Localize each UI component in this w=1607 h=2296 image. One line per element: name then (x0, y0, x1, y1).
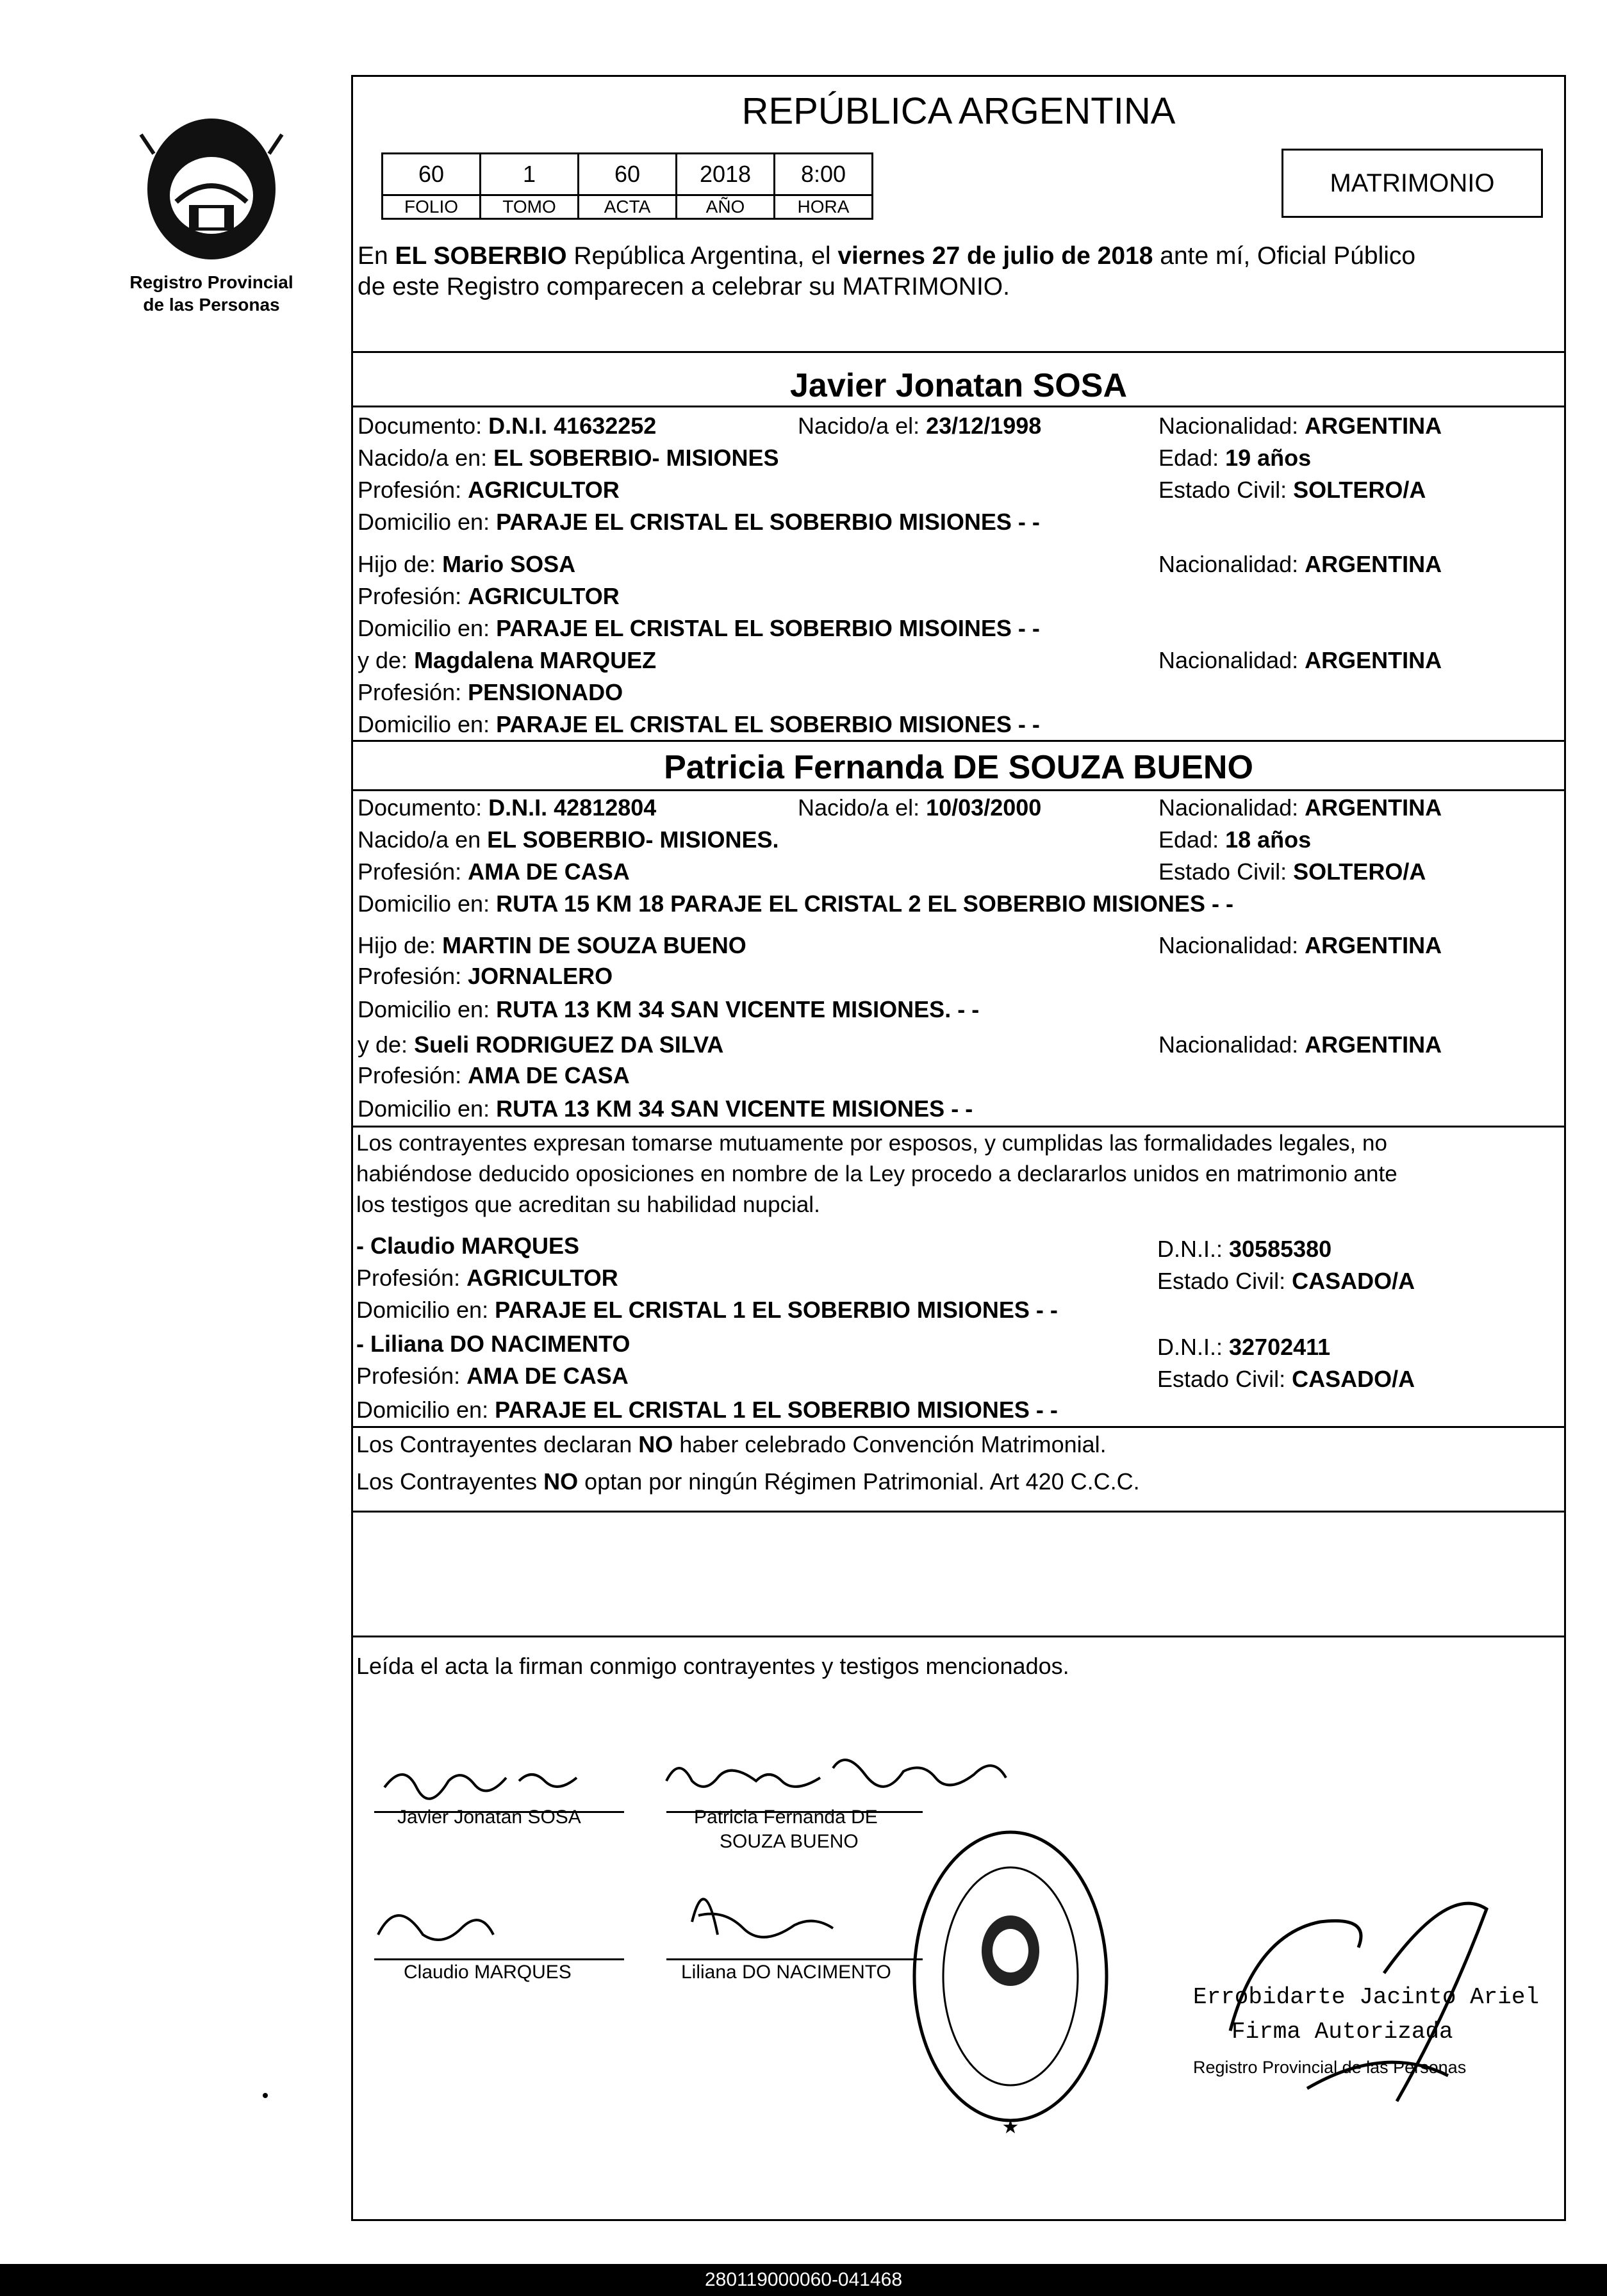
firma-contrayente2-l1: Patricia Fernanda DE (694, 1807, 878, 1828)
acta-value: 60 (579, 154, 677, 195)
anio-label: AÑO (677, 195, 775, 219)
c2-nacido-el: Nacido/a el: 10/03/2000 (798, 794, 1042, 821)
oficial-registro: Registro Provincial de las Personas (1193, 2058, 1467, 2077)
divider (351, 740, 1566, 742)
c2-madre: y de: Sueli RODRIGUEZ DA SILVA (358, 1031, 724, 1058)
logo-caption-2: de las Personas (143, 295, 280, 315)
testigo1-estado-civil: Estado Civil: CASADO/A (1157, 1268, 1415, 1294)
c1-nacionalidad: Nacionalidad: ARGENTINA (1158, 413, 1442, 439)
c1-padre-domicilio: Domicilio en: PARAJE EL CRISTAL EL SOBERBIO MISOINES - - (358, 615, 1040, 641)
c1-estado-civil: Estado Civil: SOLTERO/A (1158, 477, 1426, 503)
divider (351, 1511, 1566, 1513)
c2-madre-profesion: Profesión: AMA DE CASA (358, 1062, 630, 1088)
cierre-text: Leída el acta la firman conmigo contrayentes y testigos mencionados. (356, 1653, 1069, 1679)
delegacion-seal-icon (905, 1819, 1116, 2140)
firma-testigo1: Claudio MARQUES (404, 1962, 572, 1983)
contrayente1-name: Javier Jonatan SOSA (790, 367, 1127, 404)
hora-value: 8:00 (775, 154, 873, 195)
acta-label: ACTA (579, 195, 677, 219)
c1-edad: Edad: 19 años (1158, 445, 1312, 471)
c1-nacido-el: Nacido/a el: 23/12/1998 (798, 413, 1042, 439)
document-code-bar: 280119000060-041468 (0, 2264, 1607, 2296)
c2-domicilio: Domicilio en: RUTA 15 KM 18 PARAJE EL CRISTAL 2 EL SOBERBIO MISIONES - - (358, 890, 1233, 917)
divider (351, 789, 1566, 791)
divider (351, 406, 1566, 407)
declaracion-line-3: los testigos que acreditan su habilidad nupcial. (356, 1192, 820, 1217)
c2-profesion: Profesión: AMA DE CASA (358, 858, 630, 885)
c1-madre-nacionalidad: Nacionalidad: ARGENTINA (1158, 647, 1442, 673)
firma-contrayente1: Javier Jonatan SOSA (397, 1807, 581, 1828)
testigo2-nombre: - Liliana DO NACIMENTO (356, 1331, 630, 1357)
intro-line-2: de este Registro comparecen a celebrar su MATRIMONIO. (358, 273, 1010, 300)
registro-logo (115, 109, 308, 315)
c2-padre-domicilio: Domicilio en: RUTA 13 KM 34 SAN VICENTE MISIONES. - - (358, 996, 980, 1022)
hora-label: HORA (775, 195, 873, 219)
c1-padre: Hijo de: Mario SOSA (358, 551, 576, 577)
divider (351, 1126, 1566, 1128)
c2-madre-nacionalidad: Nacionalidad: ARGENTINA (1158, 1031, 1442, 1058)
c1-documento: Documento: D.N.I. 41632252 (358, 413, 657, 439)
oficial-cargo: Firma Autorizada (1232, 2019, 1453, 2045)
folio-value: 60 (383, 154, 481, 195)
testigo2-domicilio: Domicilio en: PARAJE EL CRISTAL 1 EL SOBERBIO MISIONES - - (356, 1397, 1058, 1423)
testigo2-profesion: Profesión: AMA DE CASA (356, 1363, 629, 1389)
c2-estado-civil: Estado Civil: SOLTERO/A (1158, 858, 1426, 885)
c2-padre: Hijo de: MARTIN DE SOUZA BUENO (358, 932, 746, 958)
testigo2-dni: D.N.I.: 32702411 (1157, 1334, 1331, 1360)
c1-madre-domicilio: Domicilio en: PARAJE EL CRISTAL EL SOBERBIO MISIONES - - (358, 711, 1040, 737)
provincia-seal-icon (115, 109, 308, 282)
logo-caption-1: Registro Provincial (129, 272, 293, 292)
c1-padre-nacionalidad: Nacionalidad: ARGENTINA (1158, 551, 1442, 577)
c2-nacionalidad: Nacionalidad: ARGENTINA (1158, 794, 1442, 821)
regimen-line-2: Los Contrayentes NO optan por ningún Régimen Patrimonial. Art 420 C.C.C. (356, 1468, 1140, 1495)
testigo1-dni: D.N.I.: 30585380 (1157, 1236, 1332, 1262)
divider (351, 1636, 1566, 1637)
signature-line (666, 1958, 923, 1960)
c1-padre-profesion: Profesión: AGRICULTOR (358, 583, 620, 609)
folio-label: FOLIO (383, 195, 481, 219)
declaracion-line-2: habiéndose deducido oposiciones en nombre de la Ley procedo a declararlos unidos en matrimonio ante (356, 1161, 1397, 1186)
firma-contrayente2-l2: SOUZA BUENO (720, 1831, 859, 1852)
contrayente2-name: Patricia Fernanda DE SOUZA BUENO (664, 749, 1253, 786)
declaracion-line-1: Los contrayentes expresan tomarse mutuamente por esposos, y cumplidas las formalidades legales, no (356, 1131, 1387, 1156)
tomo-label: TOMO (481, 195, 579, 219)
c1-madre: y de: Magdalena MARQUEZ (358, 647, 657, 673)
tipo-acta-badge: MATRIMONIO (1281, 149, 1543, 218)
divider (351, 351, 1566, 353)
c1-madre-profesion: Profesión: PENSIONADO (358, 679, 623, 705)
dot-mark (263, 2093, 268, 2098)
regimen-line-1: Los Contrayentes declaran NO haber celebrado Convención Matrimonial. (356, 1431, 1107, 1457)
intro-line-1: En EL SOBERBIO República Argentina, el viernes 27 de julio de 2018 ante mí, Oficial Público (358, 242, 1416, 270)
oficial-nombre: Errobidarte Jacinto Ariel (1193, 1984, 1540, 2010)
svg-text:★: ★ (1001, 2116, 1019, 2138)
testigo1-domicilio: Domicilio en: PARAJE EL CRISTAL 1 EL SOBERBIO MISIONES - - (356, 1297, 1058, 1323)
signature-line (374, 1958, 624, 1960)
c2-madre-domicilio: Domicilio en: RUTA 13 KM 34 SAN VICENTE MISIONES - - (358, 1095, 973, 1122)
c2-documento: Documento: D.N.I. 42812804 (358, 794, 657, 821)
c2-padre-nacionalidad: Nacionalidad: ARGENTINA (1158, 932, 1442, 958)
c1-domicilio: Domicilio en: PARAJE EL CRISTAL EL SOBERBIO MISIONES - - (358, 509, 1040, 535)
testigo1-nombre: - Claudio MARQUES (356, 1233, 579, 1259)
registro-table (381, 152, 873, 220)
c2-edad: Edad: 18 años (1158, 826, 1312, 853)
firma-testigo2: Liliana DO NACIMENTO (681, 1962, 891, 1983)
page-title: REPÚBLICA ARGENTINA (741, 90, 1176, 132)
c2-nacido-en: Nacido/a en EL SOBERBIO- MISIONES. (358, 826, 779, 853)
c1-profesion: Profesión: AGRICULTOR (358, 477, 620, 503)
tomo-value: 1 (481, 154, 579, 195)
c1-nacido-en: Nacido/a en: EL SOBERBIO- MISIONES (358, 445, 779, 471)
testigo2-estado-civil: Estado Civil: CASADO/A (1157, 1366, 1415, 1392)
divider (351, 1426, 1566, 1428)
c2-padre-profesion: Profesión: JORNALERO (358, 963, 613, 989)
anio-value: 2018 (677, 154, 775, 195)
testigo1-profesion: Profesión: AGRICULTOR (356, 1265, 618, 1291)
